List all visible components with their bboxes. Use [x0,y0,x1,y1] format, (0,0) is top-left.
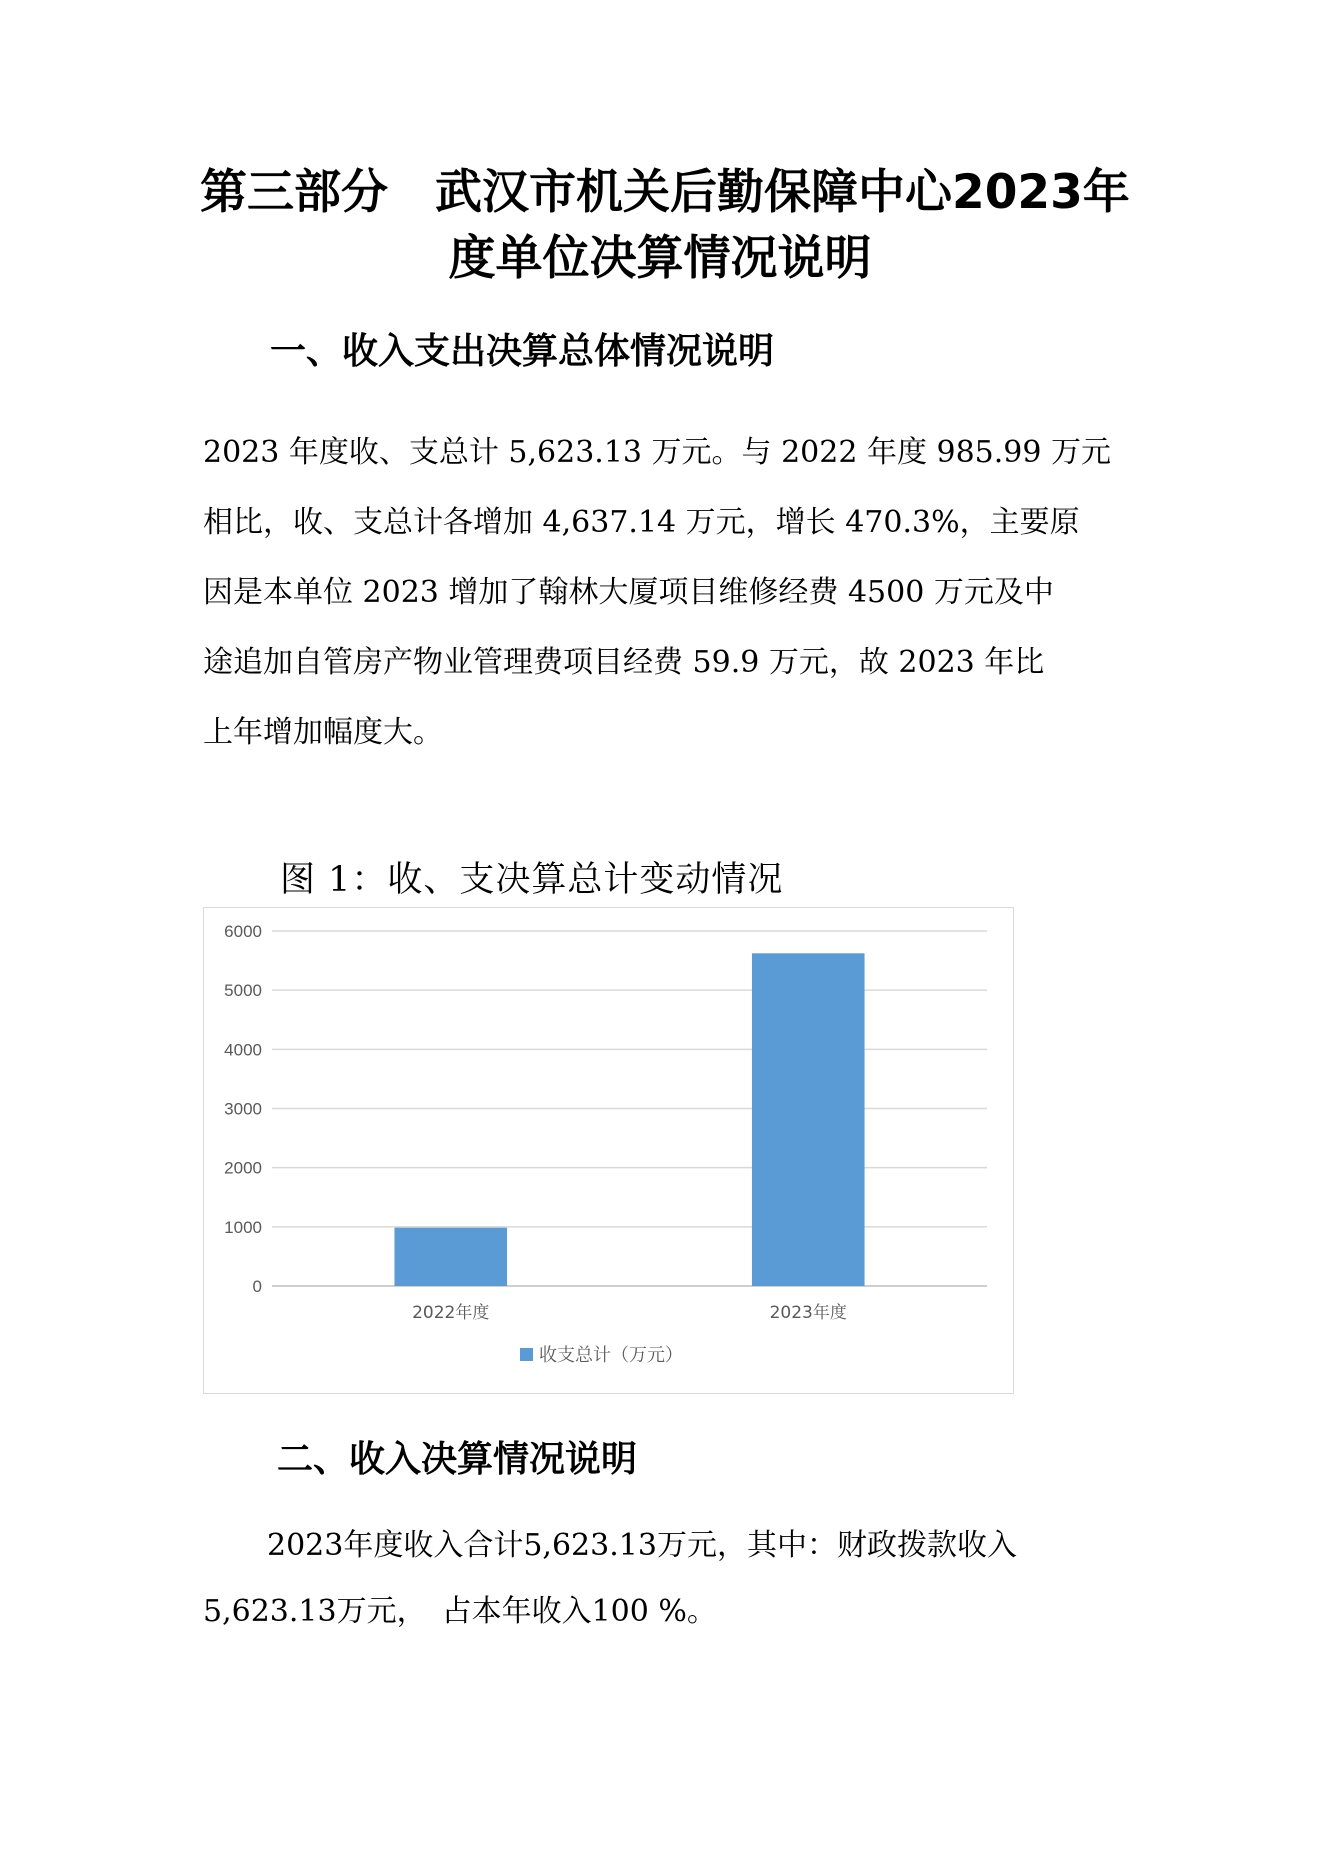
bar [394,1228,507,1286]
section-2-paragraph [203,1513,1017,1645]
section-1-paragraph [203,418,1111,768]
paragraph-line: 因是本单位 2023 增加了翰林大厦项目维修经费 4500 万元及中 [203,575,1054,610]
section-2-heading: 二、收入决算情况说明 [277,1439,638,1480]
y-tick-label: 3000 [224,1099,262,1119]
title-line-1: 第三部分 武汉市机关后勤保障中心2023年 [200,165,1130,220]
paragraph-line: 2023 年度收、支总计 5,623.13 万元。与 2022 年度 985.99 万元 [203,435,1112,470]
legend-label: 收支总计（万元） [539,1345,683,1366]
page-title [200,160,1130,292]
y-tick-label: 6000 [224,922,262,941]
paragraph-line: 2023年度收入合计5,623.13万元，其中：财政拨款收入 [267,1528,1017,1563]
x-tick-label: 2023年度 [769,1303,847,1323]
y-tick-label: 1000 [224,1217,262,1237]
paragraph-line: 途追加自管房产物业管理费项目经费 59.9 万元，故 2023 年比 [203,645,1045,680]
paragraph-line: 上年增加幅度大。 [203,715,443,750]
paragraph-line: 相比，收、支总计各增加 4,637.14 万元，增长 470.3%，主要原 [203,505,1080,540]
title-line-2: 度单位决算情况说明 [448,231,872,286]
bar [752,953,865,1286]
y-tick-label: 2000 [224,1158,262,1178]
x-tick-label: 2022年度 [412,1303,490,1323]
bar-chart-svg [204,908,1015,1395]
figure-caption: 图 1：收、支决算总计变动情况 [280,860,784,900]
bar-chart [203,907,1014,1394]
y-tick-label: 4000 [224,1040,262,1060]
y-tick-label: 0 [252,1277,262,1296]
legend-swatch [520,1348,533,1361]
section-1-heading: 一、收入支出决算总体情况说明 [270,331,775,372]
paragraph-line: 5,623.13万元， 占本年收入100 %。 [203,1594,717,1629]
y-tick-label: 5000 [224,981,262,1001]
